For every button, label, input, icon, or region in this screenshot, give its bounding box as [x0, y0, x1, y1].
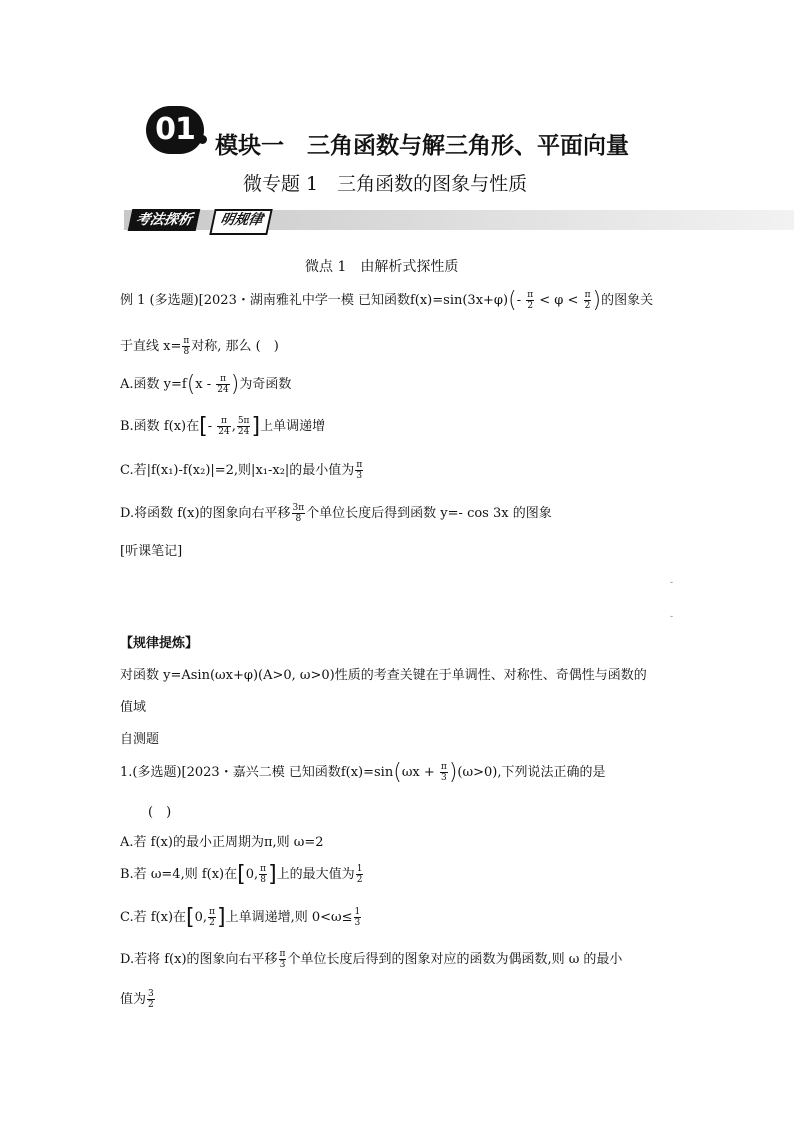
- paren-open: (: [393, 760, 402, 785]
- option-c-text: C.若|f(x₁)-f(x₂)|=2,则|x₁-x₂|的最小值为: [120, 463, 355, 478]
- topic-title: 微专题 1 三角函数的图象与性质: [243, 173, 528, 195]
- notes-label: [听课笔记]: [120, 544, 183, 559]
- example-option-d: [120, 502, 552, 524]
- option-c-text: C.若 f(x)在: [120, 910, 187, 925]
- fraction-pi-over-8: $\frac{\pi}{8}$: [260, 864, 267, 885]
- comma: ,: [202, 910, 208, 925]
- question-1-stem: [120, 760, 605, 785]
- example-option-b: [120, 414, 325, 439]
- option-a-expr: x -: [195, 377, 216, 392]
- bracket-open: [: [237, 862, 246, 887]
- fraction-3-over-2: $\frac{3}{2}$: [148, 989, 154, 1010]
- rule-title: 【规律提炼】: [120, 636, 199, 651]
- fraction-pi-over-8: $\frac{\pi}{8}$: [183, 336, 190, 357]
- example-stem-line2: [120, 335, 279, 357]
- bracket-close: ]: [216, 905, 226, 930]
- option-c-tail: 上单调递增,则 0<ω≤: [225, 910, 353, 925]
- comma: ,: [254, 867, 259, 882]
- fraction-1-over-3: $\frac{1}{3}$: [354, 907, 361, 928]
- cond-mid: < φ <: [535, 293, 583, 308]
- selftest-option-a: A.若 f(x)的最小正周期为π,则 ω=2: [120, 835, 324, 850]
- fraction-1-over-2: $\frac{1}{2}$: [356, 864, 363, 885]
- fraction-pi-over-24: $\frac{\pi}{24}$: [218, 416, 230, 437]
- bracket-close: ]: [268, 862, 277, 887]
- zero: 0: [194, 910, 203, 925]
- option-d-tail: 个单位长度后得到的图象对应的函数为偶函数,则 ω 的最小: [287, 952, 623, 967]
- selftest-option-c: [120, 905, 362, 930]
- option-a-tail: 为奇函数: [239, 377, 292, 392]
- example-stem-b: 的图象关: [601, 293, 654, 308]
- example-stem-line1: [120, 288, 653, 313]
- option-b-text: B.若 ω=4,则 f(x)在: [120, 867, 238, 882]
- fraction-pi-over-2: $\frac{\pi}{2}$: [209, 907, 215, 928]
- example-option-a: [120, 372, 291, 397]
- option-b-tail: 上的最大值为: [276, 867, 355, 882]
- comma: ,: [231, 419, 236, 434]
- badge-dot: [198, 135, 207, 144]
- selftest-option-d-line1: [120, 948, 622, 970]
- fraction-pi-over-2: $\frac{\pi}{2}$: [527, 290, 534, 311]
- fraction-3pi-over-8: $\frac{3\pi}{8}$: [292, 503, 305, 524]
- rule-text-line2: 值域: [120, 700, 147, 715]
- zero: 0: [245, 867, 255, 882]
- fraction-pi-over-3: $\frac{\pi}{3}$: [440, 762, 447, 783]
- option-b-text: B.函数 f(x)在: [120, 419, 200, 434]
- selftest-option-b: [120, 862, 364, 887]
- fraction-pi-over-24: $\frac{\pi}{24}$: [217, 374, 229, 395]
- module-number-badge: 01: [146, 106, 204, 154]
- minus: -: [516, 293, 526, 308]
- selftest-option-d-line2: [120, 988, 156, 1010]
- example-stem-a: 例 1 (多选题)[2023・湖南雅礼中学一模 已知函数f(x)=sin(3x+φ): [120, 293, 509, 308]
- bracket-open: [: [186, 905, 195, 930]
- module-title: 模块一 三角函数与解三角形、平面向量: [215, 133, 629, 159]
- fraction-pi-over-3: $\frac{\pi}{3}$: [356, 460, 363, 481]
- fraction-pi-over-2b: $\frac{\pi}{2}$: [584, 290, 591, 311]
- paren-open: (: [186, 372, 196, 397]
- fraction-pi-over-3: $\frac{\pi}{3}$: [279, 949, 286, 970]
- q1-expr: ωx +: [401, 765, 439, 780]
- bracket-open: [: [199, 414, 208, 439]
- example-stem2-b: 对称, 那么 ( ): [191, 339, 279, 354]
- fraction-5pi-over-24: $\frac{5\pi}{24}$: [237, 416, 250, 437]
- paren-close: ): [448, 760, 458, 785]
- minus: -: [207, 419, 217, 434]
- question-1-answer-paren: ( ): [148, 805, 172, 820]
- option-d-text: D.若将 f(x)的图象向右平移: [120, 952, 278, 967]
- paren-close: ): [592, 288, 602, 313]
- option-b-tail: 上单调递增: [260, 419, 326, 434]
- option-d-value-label: 值为: [120, 992, 147, 1007]
- banner-tag-left: 考法探析: [128, 209, 201, 231]
- paren-close: ): [230, 372, 240, 397]
- selftest-title: 自测题: [120, 732, 160, 747]
- q1-tail: (ω>0),下列说法正确的是: [457, 765, 606, 780]
- paren-open: (: [508, 288, 517, 313]
- option-d-tail: 个单位长度后得到函数 y=- cos 3x 的图象: [306, 506, 552, 521]
- margin-mark: -: [670, 578, 674, 588]
- bracket-close: ]: [251, 414, 261, 439]
- rule-text-line1: 对函数 y=Asin(ωx+φ)(A>0, ω>0)性质的考查关键在于单调性、对称性、奇偶性与函数的: [120, 668, 647, 683]
- margin-mark: -: [670, 612, 674, 622]
- option-d-text: D.将函数 f(x)的图象向右平移: [120, 506, 291, 521]
- q1-text: 1.(多选题)[2023・嘉兴二模 已知函数f(x)=sin: [120, 765, 394, 780]
- section-title: 微点 1 由解析式探性质: [305, 259, 459, 275]
- example-option-c: [120, 459, 364, 481]
- example-stem2-a: 于直线 x=: [120, 339, 182, 354]
- banner-tag-right: 明规律: [209, 209, 273, 235]
- option-a-text: A.函数 y=f: [120, 377, 187, 392]
